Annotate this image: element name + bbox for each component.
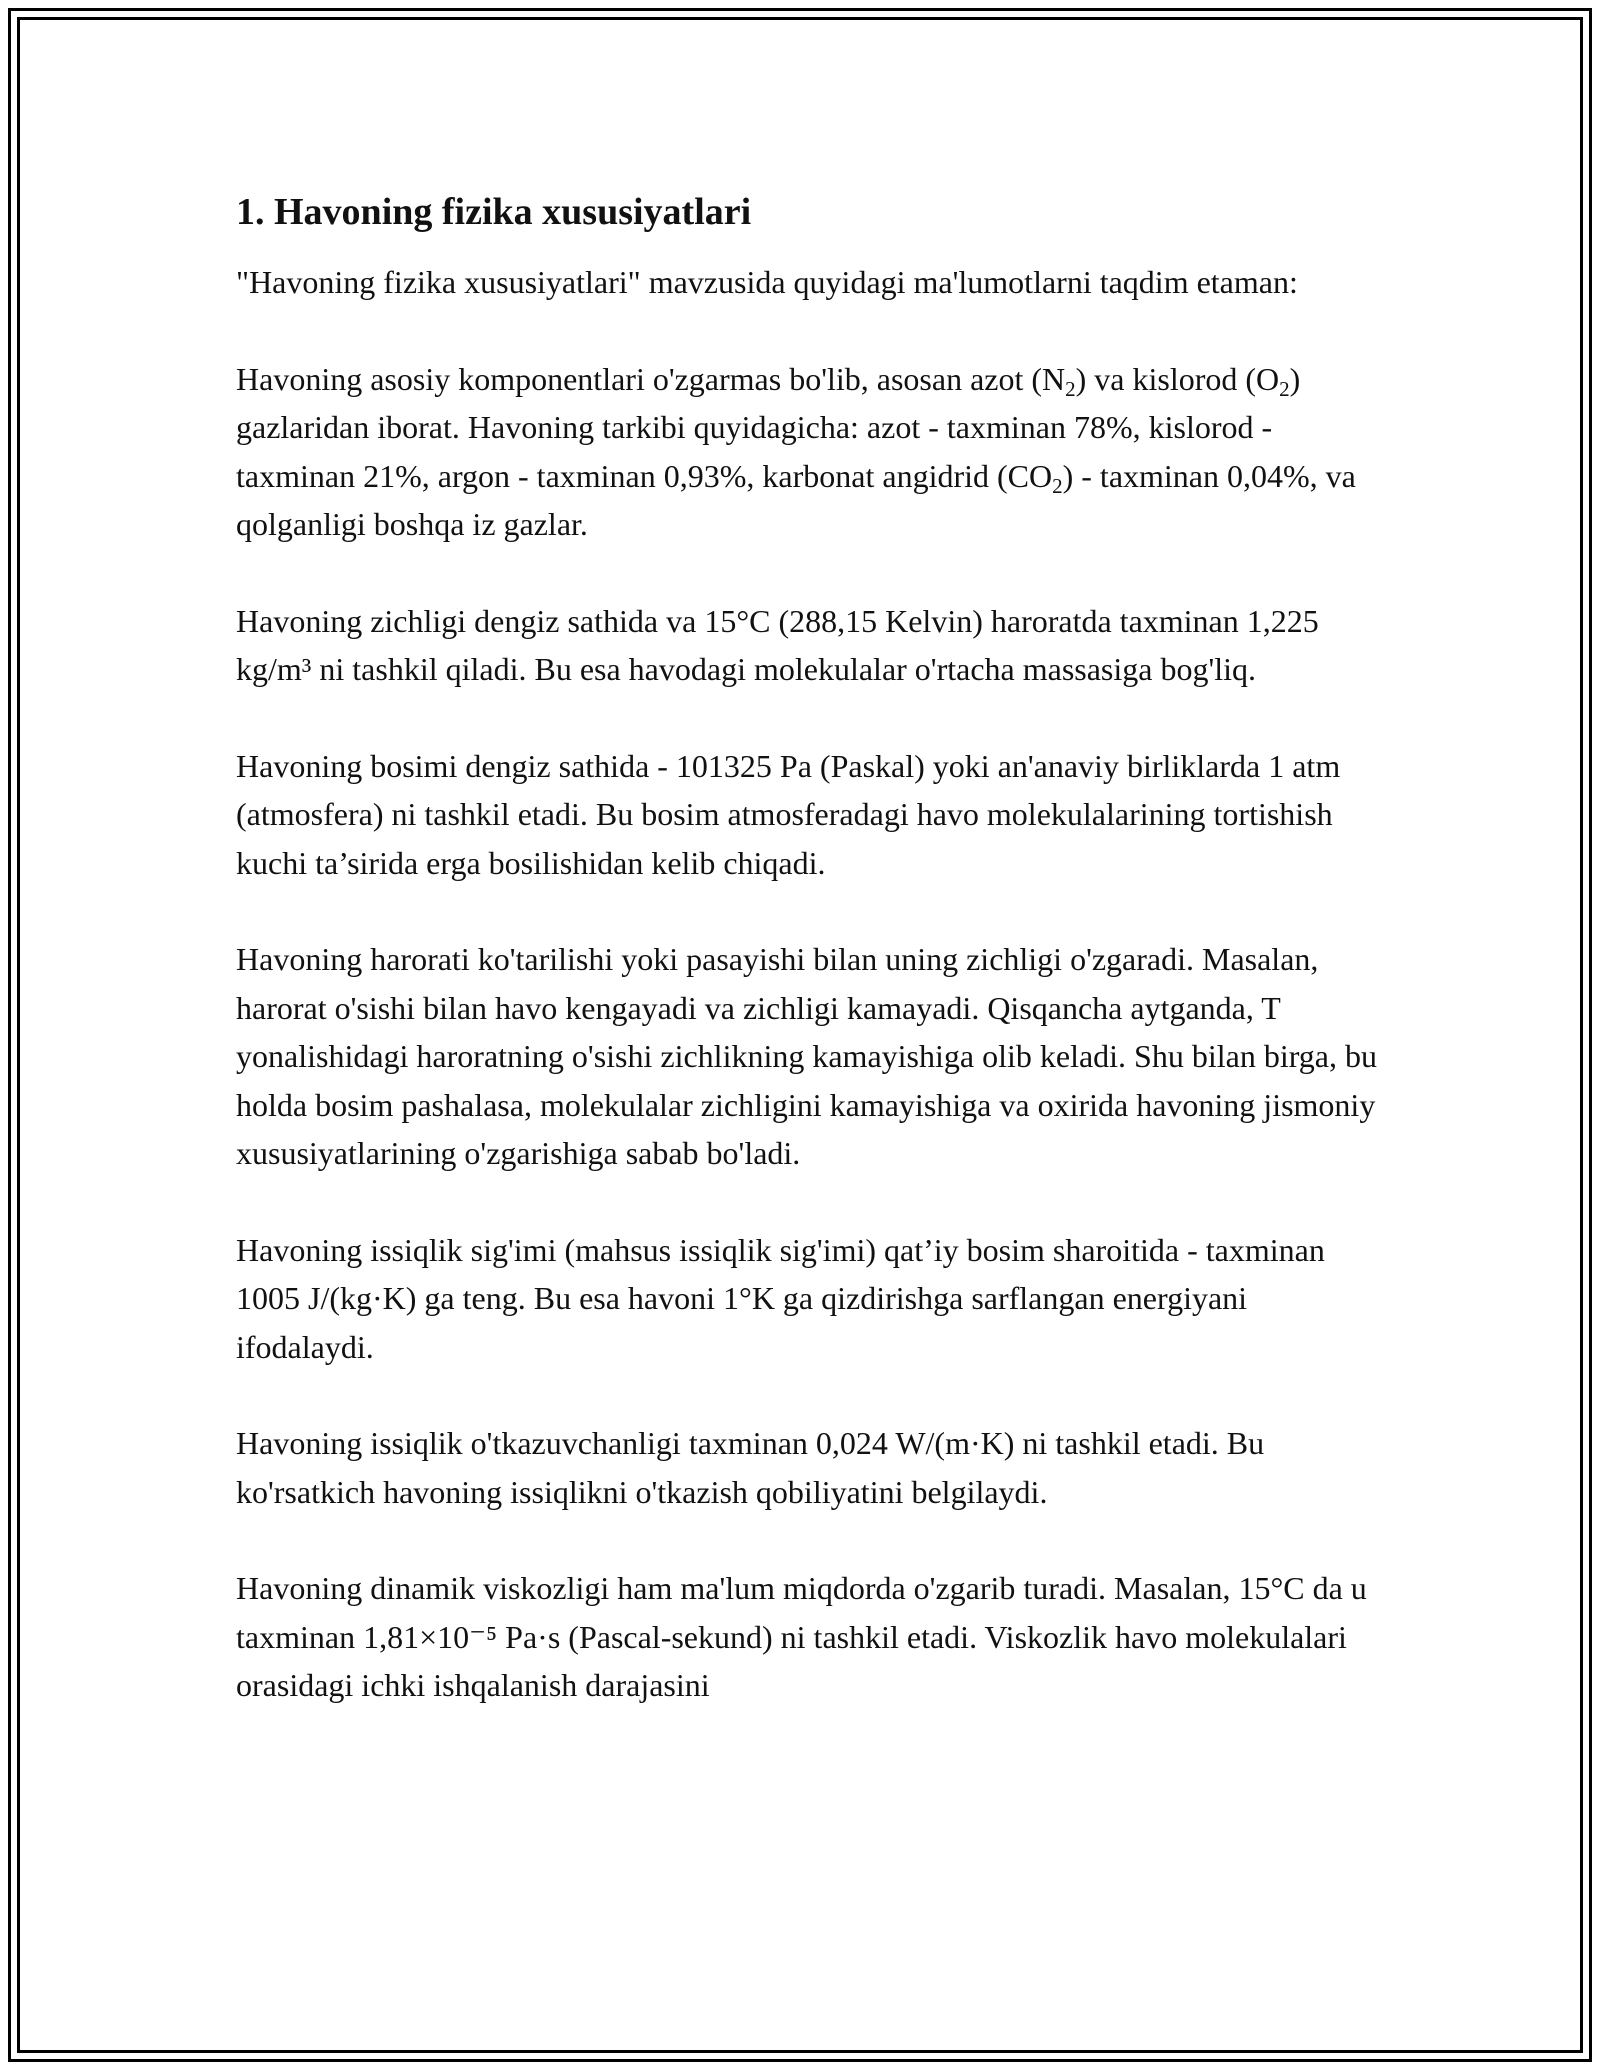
heat-capacity-paragraph: Havoning issiqlik sig'imi (mahsus issiqlik sig'imi) qat’iy bosim sharoitida - taxminan 1005 J/(kg·K) ga teng. Bu esa havoni 1°K ga qizdirishga sarflangan energiyani ifodalaydi.	[236, 1231, 1325, 1365]
section-heading: 1. Havoning fizika xususiyatlari	[236, 191, 752, 233]
temperature-paragraph: Havoning harorati ko'tarilishi yoki pasayishi bilan uning zichligi o'zgaradi. Masalan, harorat o'sishi bilan havo kengayadi va zichligi kamayadi. Qisqancha aytganda, T yonalishidagi haroratning o'sishi zichlikning kamayishiga olib keladi. Shu bilan birga, bu holda bosim pashalasa, molekulalar zichligini kamayishiga va oxirida havoning jismoniy xususiyatlarining o'zgarishiga sabab bo'ladi.	[236, 941, 1377, 1171]
pressure-paragraph: Havoning bosimi dengiz sathida - 101325 Pa (Paskal) yoki an'anaviy birliklarda 1 atm (atmosfera) ni tashkil etadi. Bu bosim atmosferadagi havo molekulalarining tortishish kuchi ta’sirida erga bosilishidan kelib chiqadi.	[236, 747, 1341, 881]
subscript-o2: 2	[1279, 376, 1290, 401]
composition-text-1: Havoning asosiy komponentlari o'zgarmas bo'lib, asosan azot (N	[236, 360, 1066, 397]
composition-paragraph	[236, 355, 1386, 549]
intro-paragraph: "Havoning fizika xususiyatlari" mavzusida quyidagi ma'lumotlarni taqdim etaman:	[236, 264, 1298, 300]
viscosity-paragraph: Havoning dinamik viskozligi ham ma'lum miqdorda o'zgarib turadi. Masalan, 15°C da u taxminan 1,81×10⁻⁵ Pa·s (Pascal-sekund) ni tashkil etadi. Viskozlik havo molekulalari orasidagi ichki ishqalanish darajasini	[236, 1570, 1367, 1703]
composition-text-2: ) va kislorod (O	[1075, 360, 1280, 397]
conductivity-paragraph: Havoning issiqlik o'tkazuvchanligi taxminan 0,024 W/(m·K) ni tashkil etadi. Bu ko'rsatkich havoning issiqlikni o'tkazish qobiliyatini belgilaydi.	[236, 1425, 1265, 1510]
subscript-n2: 2	[1065, 376, 1076, 401]
document-body	[236, 188, 1386, 1758]
composition-text-4: ) - taxminan 0,04%, va qolganligi boshqa iz gazlar.	[236, 457, 1356, 542]
composition-text-3: ) gazlaridan iborat. Havoning tarkibi quyidagicha: azot - taxminan 78%, kislorod - taxminan 21%, argon - taxminan 0,93%, karbonat angidrid (CO	[236, 360, 1301, 494]
density-paragraph: Havoning zichligi dengiz sathida va 15°C (288,15 Kelvin) haroratda taxminan 1,225 kg/m³ ni tashkil qiladi. Bu esa havodagi molekulalar o'rtacha massasiga bog'liq.	[236, 602, 1319, 687]
subscript-co2: 2	[1052, 473, 1063, 498]
